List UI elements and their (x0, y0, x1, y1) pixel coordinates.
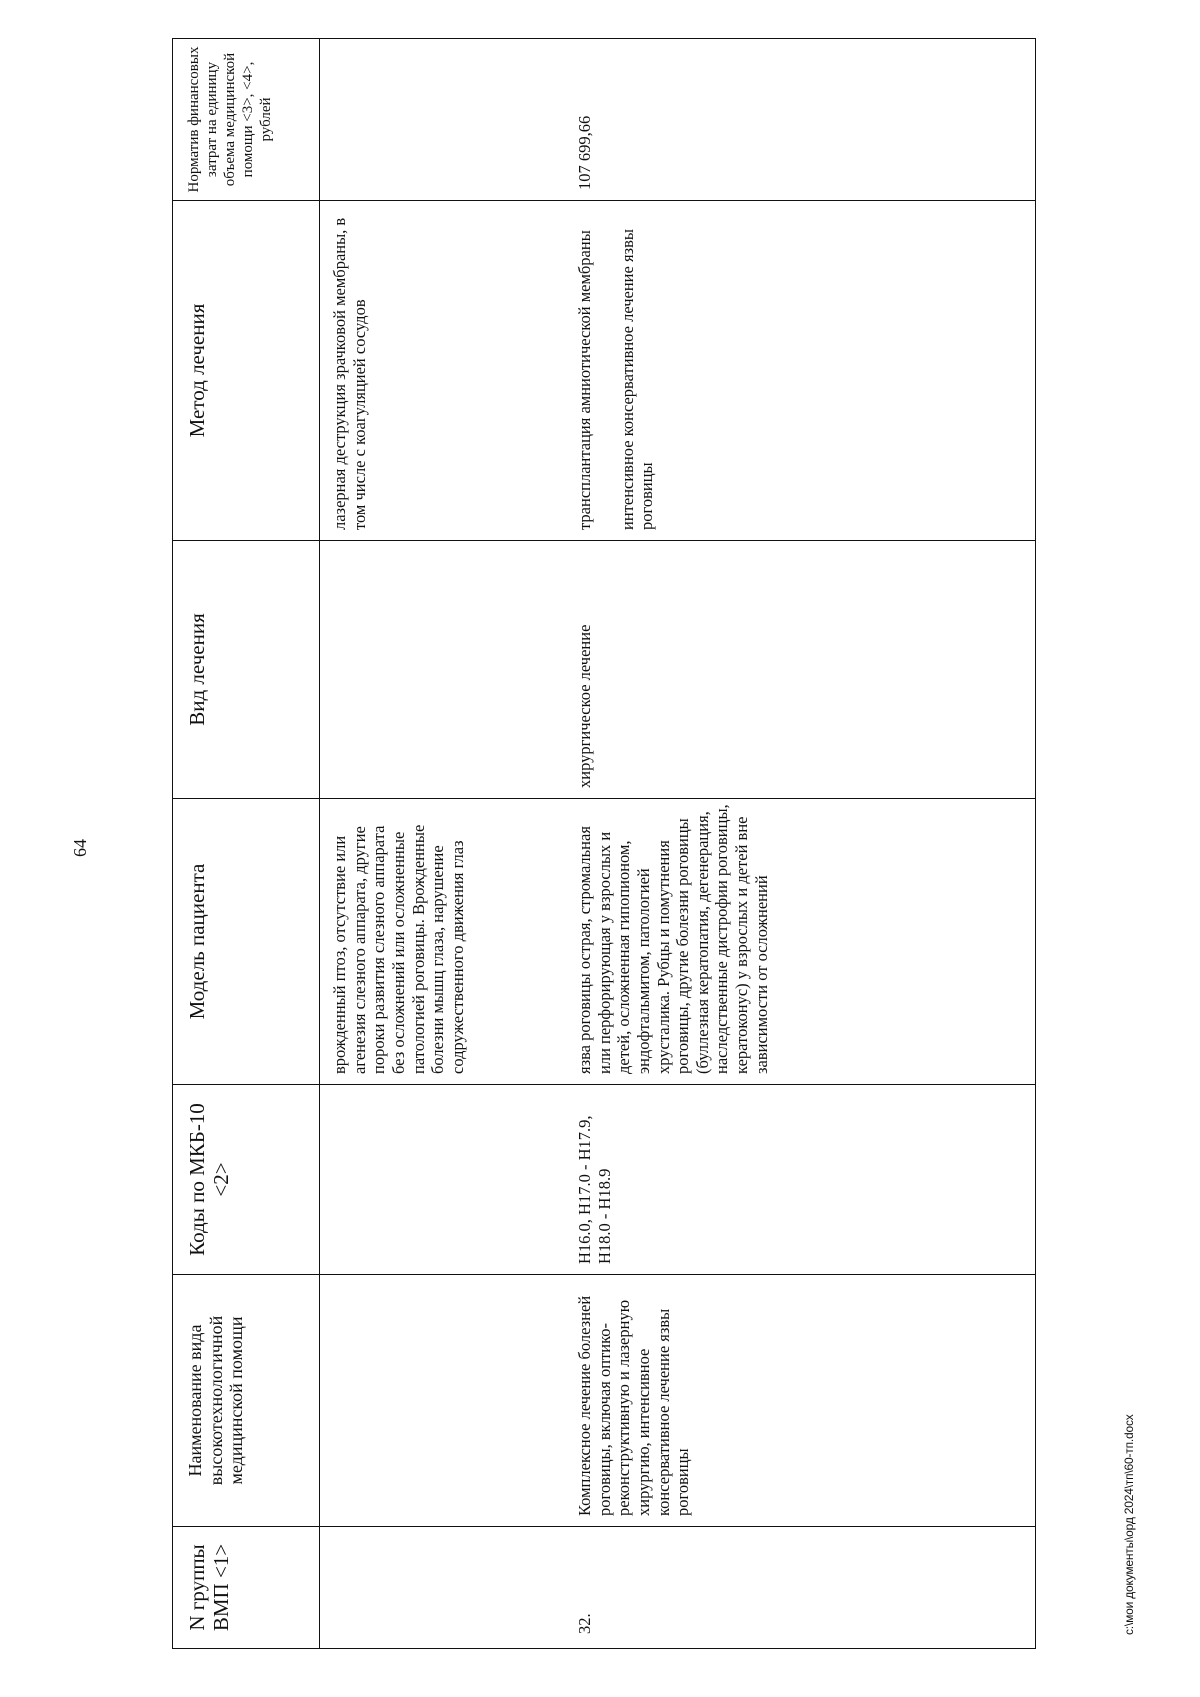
cell-cost: 107 699,66 (565, 39, 1036, 201)
method-item: интенсивное консервативное лечение язвы роговицы (617, 229, 657, 530)
header-patient-model: Модель пациента (173, 799, 320, 1085)
cell-icd-codes: H16.0, H17.0 - H17.9, H18.0 - H18.9 (565, 1085, 1036, 1275)
cell-vmp-name (320, 1275, 566, 1527)
table-row (320, 39, 566, 1649)
header-vmp-name: Наименование вида высокотехнологичной медицинской помощи (173, 1275, 320, 1527)
header-treatment-type: Вид лечения (173, 541, 320, 799)
vmp-table (172, 38, 1036, 1649)
footer-file-path: c:\мои документы\орд 2024\тп\60-тп.docx (1122, 1414, 1136, 1635)
page-number: 64 (70, 839, 90, 857)
table-row (565, 39, 1036, 1649)
table-header-row (173, 39, 320, 1649)
cell-cost (320, 39, 566, 201)
cell-treatment-type (320, 541, 566, 799)
cell-vmp-name: Комплексное лечение болезней роговицы, включая оптико-реконструктивную и лазерную хирургию, интенсивное консервативное лечение язвы роговицы (565, 1275, 1036, 1527)
cell-treatment-method (565, 201, 1036, 541)
cell-patient-model: язва роговицы острая, стромальная или перфорирующая у взрослых и детей, осложненная гипопионом, эндофтальмитом, патологией хрусталика. Рубцы и помутнения роговицы, другие болезни роговицы (буллезная кератопатия, дегенерация, наследственные дистрофии роговицы, кератоконус) у взрослых и детей вне зависимости от осложнений (565, 799, 1036, 1085)
cell-icd-codes (320, 1085, 566, 1275)
method-item: лазерная деструкция зрачковой мембраны, в том числе с коагуляцией сосудов (330, 217, 369, 530)
header-group-number: N группы ВМП <1> (173, 1527, 320, 1649)
header-icd-codes: Коды по МКБ-10 <2> (173, 1085, 320, 1275)
cell-group-number (320, 1527, 566, 1649)
cell-patient-model: врожденный птоз, отсутствие или агенезия слезного аппарата, другие пороки развития слезного аппарата без осложнений или осложненные патологией роговицы. Врожденные болезни мышц глаза, нарушение содружественного движения глаз (320, 799, 566, 1085)
header-cost-standard: Норматив финансовых затрат на единицу объема медицинской помощи <3>, <4>, рублей (173, 39, 320, 201)
header-treatment-method: Метод лечения (173, 201, 320, 541)
cell-group-number: 32. (565, 1527, 1036, 1649)
cell-treatment-type: хирургическое лечение (565, 541, 1036, 799)
method-item: трансплантация амниотической мембраны (575, 230, 594, 530)
cell-treatment-method (320, 201, 566, 541)
